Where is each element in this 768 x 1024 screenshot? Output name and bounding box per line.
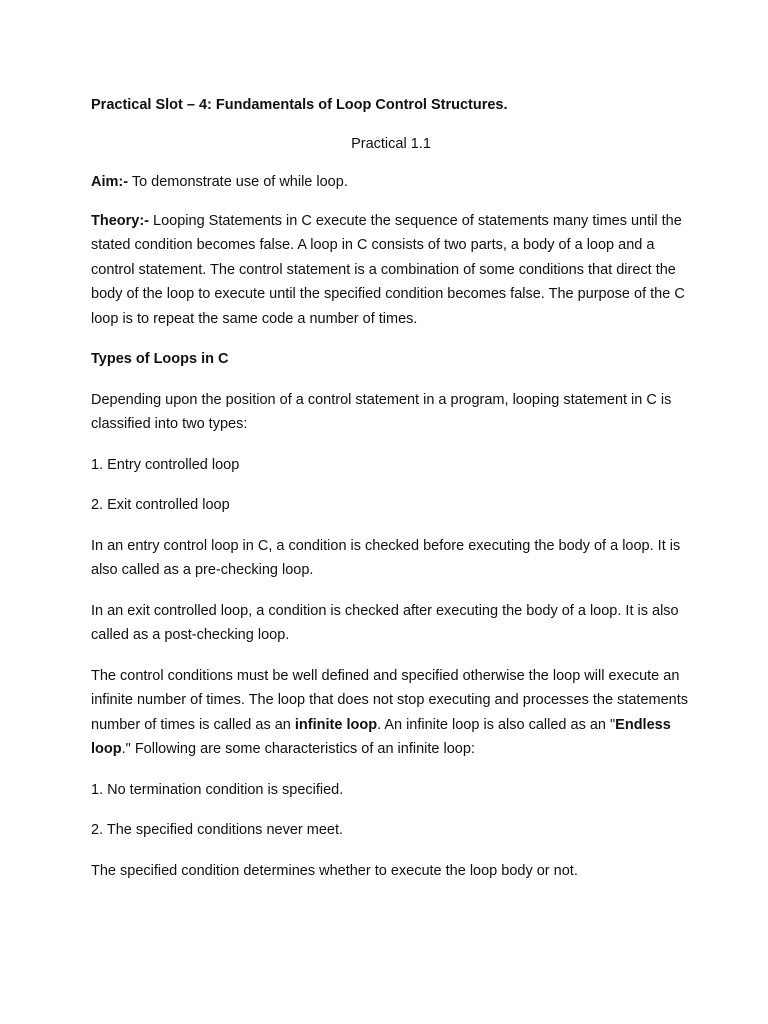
endless-loop-term: Endless loop	[91, 716, 671, 757]
types-heading: Types of Loops in C	[91, 351, 229, 367]
type-entry-item: 1. Entry controlled loop	[91, 456, 240, 473]
aim-label: Aim:-	[91, 174, 129, 190]
types-intro-paragraph: Depending upon the position of a control statement in a program, looping statement in C is classified into two types:	[91, 391, 672, 432]
entry-control-paragraph: In an entry control loop in C, a condition is checked before executing the body of a loop. It is also called as a pre-checking loop.	[91, 537, 681, 578]
infinite-text-2: . An infinite loop is also called as an "	[377, 716, 616, 733]
infinite-loop-paragraph	[91, 664, 691, 762]
characteristic-item-1: 1. No termination condition is specified.	[91, 781, 344, 798]
aim-paragraph	[91, 170, 691, 195]
theory-paragraph	[91, 209, 691, 332]
infinite-loop-term: infinite loop	[294, 716, 378, 733]
aim-text: To demonstrate use of while loop.	[128, 174, 348, 190]
type-exit-item: 2. Exit controlled loop	[91, 497, 230, 513]
exit-control-paragraph: In an exit controlled loop, a condition is checked after executing the body of a loop. It is also called as a post-checking loop.	[91, 602, 679, 643]
document-title: Practical Slot – 4: Fundamentals of Loop Control Structures.	[91, 97, 508, 113]
infinite-text-1: The control conditions must be well defined and specified otherwise the loop will execute an infinite number of times. The loop that does not stop executing and processes the statements number of times is called as an	[91, 667, 688, 733]
document-page	[91, 93, 691, 897]
practical-number: Practical 1.1	[351, 135, 431, 152]
infinite-text-3: ." Following are some characteristics of an infinite loop:	[121, 741, 475, 757]
characteristic-item-2: 2. The specified conditions never meet.	[91, 822, 344, 838]
theory-text: Looping Statements in C execute the sequence of statements many times until the stated condition becomes false. A loop in C consists of two parts, a body of a loop and a control statement. The control statement is a combination of some conditions that direct the body of the loop to execute until the specified condition becomes false. The purpose of the C loop is to repeat the same code a number of times.	[91, 212, 685, 327]
closing-paragraph: The specified condition determines whether to execute the loop body or not.	[91, 862, 578, 879]
theory-label: Theory:-	[91, 212, 149, 229]
